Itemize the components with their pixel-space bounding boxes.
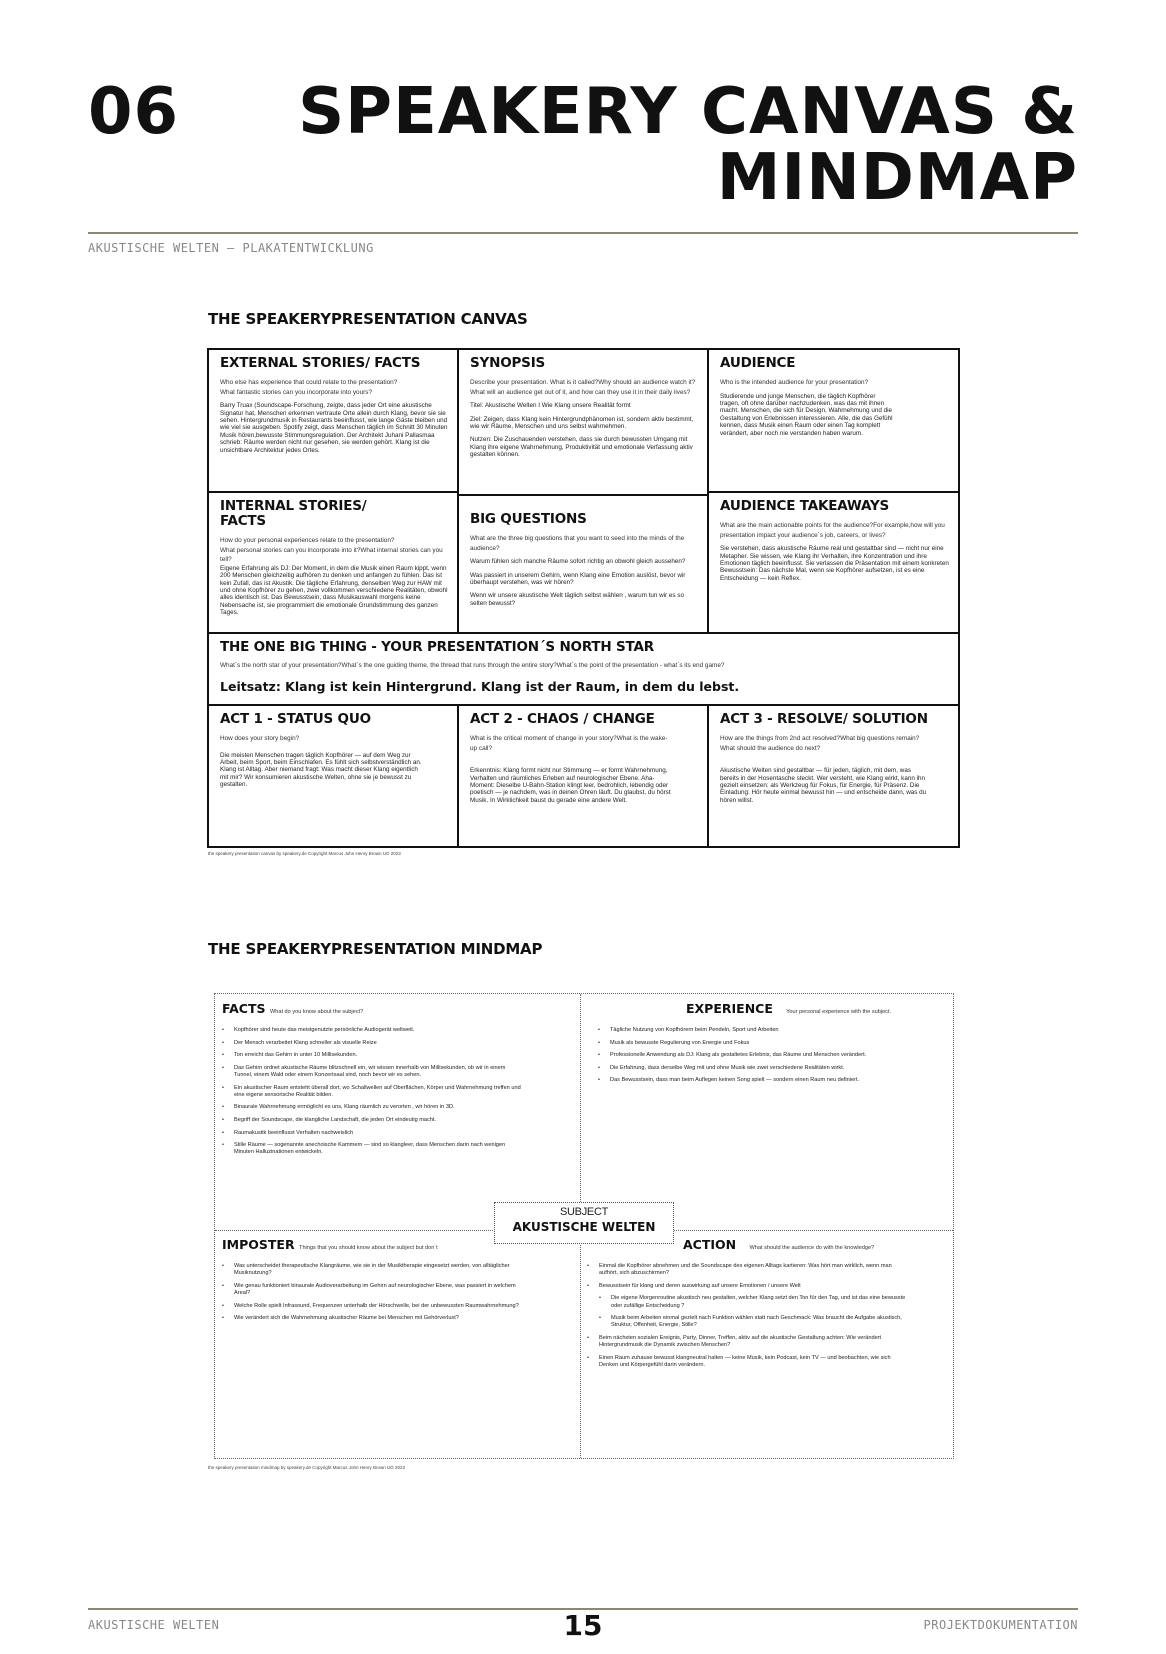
- synopsis-title-text: Titel: Akustische Welten I Wie Klang unsere Realität formt: [470, 402, 631, 410]
- act2-body: Erkenntnis: Klang formt nicht nur Stimmung — er formt Wahrnehmung, Verhalten und räumliches Erleben auf neurologischer Ebene. Aha-Moment: Dieselbe U-Bahn-Station klingt leer, bedrohlich, lebendig oder poetisch — je nachdem, was in deinen Ohren läuft. Du glaubst, du hörst Musik. In Wirklichkeit baust du gerade eine andere Welt.: [470, 767, 671, 804]
- subject-label: SUBJECT: [559, 1206, 609, 1218]
- facts-heading: FACTS: [222, 1001, 266, 1016]
- act3-body: Akustische Welten sind gestaltbar — für jeden, täglich, mit dem, was bereits in der Hosentasche steckt. Wer versteht, wie Klang wirkt, kann ihn gezielt einsetzen: als Werkzeug für Fokus, für Energie, für Präsenz. Die Einladung: Hör heute einmal bewusst hin — und entscheide dann, was du hören willst.: [720, 767, 927, 804]
- footer-left: AKUSTISCHE WELTEN: [88, 1618, 220, 1632]
- action-quadrant: [587, 1236, 951, 1451]
- big-questions-prompt: What are the three big questions that you want to seed into the minds of the audience?: [470, 535, 685, 552]
- list-item: • Beim nächsten sozialen Ereignis, Party, Dinner, Treffen, aktiv auf die akustische Gestaltung achten: Wie verändert Hintergrundmusik die Dynamik zwischen Menschen?: [587, 1335, 907, 1349]
- north-star-leitsatz: Leitsatz: Klang ist kein Hintergrund. Klang ist der Raum, in dem du lebst.: [220, 678, 740, 694]
- big-questions-cell: [459, 496, 707, 632]
- act3-prompt: How are the things from 2nd act resolved?What big questions remain? What should the audience do next?: [720, 735, 920, 752]
- page-title-line1: SPEAKERY CANVAS &: [298, 75, 1078, 149]
- synopsis-heading: SYNOPSIS: [470, 355, 546, 371]
- mindmap-title: THE SPEAKERYPRESENTATION MINDMAP: [208, 940, 543, 958]
- north-star-prompt: What´s the north star of your presentation?What´s the one guiding theme, the thread that runs through the entire story?What´s the point of the presentation - what´s its end game?: [220, 662, 725, 669]
- act3-heading: ACT 3 - RESOLVE/ SOLUTION: [720, 711, 928, 727]
- audience-heading: AUDIENCE: [720, 355, 796, 371]
- synopsis-benefit-text: Nutzen: Die Zuschauenden verstehen, dass sie durch bewussten Umgang mit Klang ihre eigene Wahrnehmung, Produktivität und emotionale Verfassung aktiv gestalten können.: [470, 436, 693, 459]
- external-stories-body: Barry Truax (Soundscape-Forschung, zeigte, dass jeder Ort eine akustische Signatur hat, Menschen erkennen vertraute Orte allein durch Klang, bevor sie sie sehen. Hintergrundmusik in Restaurants beeinflusst, wie lange Gäste bleiben und wie viel sie ausgeben. Spotify zeigt, dass Menschen täglich im Schnitt 30 Minuten Musik hören,bewusste Stimmungsregulation. Der Architekt Juhani Pallasmaa schrieb: Räume werden nicht nur gesehen, sie werden gehört. Klang ist die unsichtbare Architektur jedes Ortes.: [220, 402, 448, 454]
- list-item: • Ein akustischer Raum entsteht überall dort, wo Schallwellen auf Oberflächen, Körper und Wahrnehmung treffen und eine eigene sensorische Realität bilden.: [222, 1085, 522, 1099]
- imposter-heading: IMPOSTER: [222, 1237, 295, 1252]
- list-item: • Was unterscheidet therapeutische Klangräume, wie sie in der Musiktherapie eingesetzt werden, von alltäglicher Musiknutzung?: [222, 1263, 522, 1277]
- presentation-mindmap: [214, 993, 954, 1459]
- list-item: • Begriff der Soundscape, die klangliche Landschaft, die jeden Ort eindeutig macht.: [222, 1117, 522, 1124]
- experience-list: [598, 1027, 903, 1085]
- experience-hint: Your personal experience with the subject.: [786, 1009, 892, 1015]
- imposter-hint: Things that you should know about the subject but don´t: [299, 1245, 438, 1251]
- audience-takeaways-prompt: What are the main actionable points for the audience?For example,how will you presentation impact your audience´s job, careers, or lives?: [720, 522, 945, 539]
- facts-hint: What do you know about the subject?: [269, 1009, 364, 1015]
- subject-box: [494, 1202, 674, 1244]
- footer-right: PROJEKTDOKUMENTATION: [923, 1618, 1078, 1632]
- action-hint: What should the audience do with the knowledge?: [749, 1245, 875, 1251]
- canvas-credit: the speakery presentation canvas by speakery.de Copyright Marcus John Henry Brown UG 2023: [208, 851, 401, 856]
- act1-body: Die meisten Menschen tragen täglich Kopfhörer — auf dem Weg zur Arbeit, beim Sport, beim Einschlafen. Es fühlt sich selbstverständlich an. Klang ist Alltag. Aber niemand fragt: Was macht dieser Klang eigentlich mit mir? Wir konsumieren akustische Welten, ohne sie je bewusst zu gestalten.: [220, 751, 422, 789]
- list-item: • Die eigene Morgenroutine akustisch neu gestalten, welcher Klang setzt den Ton für den Tag, und ist das eine bewusste oder zufällige Entscheidung ?: [599, 1295, 907, 1309]
- list-item: • Das Gehirn ordnet akustische Räume blitzschnell ein, wir wissen innerhalb von Millisekunden, ob wir in einem Tunnel, einem Wald oder einem Konzertsaal sind, noch bevor wir es sehen.: [222, 1065, 522, 1079]
- internal-stories-prompt: How do your personal experiences relate to the presentation? What personal stories can you incorporate into it?What internal stories can you tell?: [220, 537, 443, 564]
- external-stories-cell: [209, 350, 457, 491]
- big-question-3: Wenn wir unsere akustische Welt täglich selbst wählen , warum tun wir es so selten bewusst?: [470, 592, 684, 607]
- north-star-cell: [209, 634, 960, 704]
- list-item: • Die Erfahrung, dass derselbe Weg mit und ohne Musik wie zwei verschiedene Realitäten wirkt.: [598, 1065, 903, 1072]
- list-item: • Der Mensch verarbeitet Klang schneller als visuelle Reize: [222, 1040, 522, 1047]
- big-questions-heading: BIG QUESTIONS: [470, 511, 587, 527]
- list-item: • Stille Räume — sogenannte anechoische Kammern — sind so klangleer, dass Menschen darin nach wenigen Minuten Halluzinationen entwickeln.: [222, 1142, 522, 1156]
- list-item: • Professionelle Anwendung als DJ: Klang als gestaltetes Erlebnis, das Räume und Menschen verändert.: [598, 1052, 903, 1059]
- audience-takeaways-body: Sie verstehen, dass akustische Räume real und gestaltbar sind — nicht nur eine Metapher. Sie wissen, wie Klang ihr Verhalten, ihre Konzentration und ihre Emotionen täglich beeinflusst. Sie verlassen die Präsentation mit einem konkreten Bewusstsein: Das nächste Mal, wenn sie Kopfhörer aufsetzen, ist es eine Entscheidung — kein Reflex.: [720, 545, 949, 582]
- external-stories-heading: EXTERNAL STORIES/ FACTS: [220, 355, 421, 371]
- mindmap-credit: the speakery presentation mindmap by speakery.de Copyright Marcus John Henry Brown UG 2023: [208, 1465, 406, 1470]
- list-item: • Bewusstsein für klang und deren auswirkung auf unsere Emotionen / unsere Welt: [587, 1283, 907, 1290]
- act1-heading: ACT 1 - STATUS QUO: [220, 711, 371, 727]
- audience-prompt: Who is the intended audience for your presentation?: [720, 379, 869, 386]
- list-item: • Welche Rolle spielt Infrasound, Frequenzen unterhalb der Hörschwelle, bei der unbewussten Raumwahrnehmung?: [222, 1303, 522, 1310]
- synopsis-goal-text: Ziel: Zeigen, dass Klang kein Hintergrundphänomen ist, sondern aktiv bestimmt, wie wir Räume, Menschen und uns selbst wahrnehmen.: [470, 415, 694, 430]
- act1-prompt: How does your story begin?: [220, 735, 300, 742]
- list-item: • Binaurale Wahrnehmung ermöglicht es uns, Klang räumlich zu verorten , wir hören in 3D.: [222, 1104, 522, 1111]
- page-number: 15: [563, 1609, 603, 1642]
- audience-takeaways-heading: AUDIENCE TAKEAWAYS: [720, 498, 890, 514]
- imposter-list: [222, 1263, 522, 1322]
- presentation-canvas: [207, 348, 960, 848]
- experience-heading: EXPERIENCE: [686, 1001, 773, 1016]
- page-title-line2: MINDMAP: [716, 141, 1078, 215]
- big-question-1: Warum fühlen sich manche Räume sofort richtig an obwohl gleich aussehen?: [470, 558, 686, 566]
- audience-takeaways-cell: [709, 493, 960, 632]
- internal-stories-heading: INTERNAL STORIES/ FACTS: [220, 498, 367, 529]
- list-item: • Raumakustik beeinflusst Verhalten nachweislich: [222, 1130, 522, 1137]
- synopsis-prompt: Describe your presentation. What is it called?Why should an audience watch it?What will an audience get out of it, and how can they use it in their daily lives?: [470, 379, 696, 396]
- action-heading: ACTION: [683, 1237, 737, 1252]
- list-item: • Tägliche Nutzung von Kopfhörern beim Pendeln, Sport und Arbeiten: [598, 1027, 903, 1034]
- audience-cell: [709, 350, 960, 491]
- audience-body: Studierende und junge Menschen, die täglich Kopfhörer tragen, oft ohne darüber nachzudenken, was das mit ihnen macht. Menschen, die sich für Design, Wahrnehmung und die Gestaltung von Erlebnissen interessieren. Alle, die das Gefühl kennen, dass Musik einen Raum oder einen Tag komplett verändert, aber noch nie verstanden haben warum.: [720, 392, 893, 437]
- list-item: • Einmal die Kopfhörer abnehmen und die Soundscape des eigenen Alltags kartieren: Was hört man wirklich, wenn man aufhört, sich abzuschirmen?: [587, 1263, 907, 1277]
- list-item: • Wie verändert sich die Wahrnehmung akustischer Räume bei Menschen mit Gehörverlust?: [222, 1315, 522, 1322]
- internal-stories-body: Eigene Erfahrung als DJ: Der Moment, in dem die Musik einen Raum kippt, wenn 200 Menschen gleichzeitig aufhören zu denken und anfangen zu fühlen. Das ist kein Zufall, das ist Akustik. Die tägliche Erfahrung, denselben Weg zur HAW mit und ohne Kopfhörer zu gehen, zwei vollkommen verschiedene Realitäten, obwohl alles identisch ist. Das Bewusstsein, dass Musikauswahl morgens keine Nebensache ist, sie programmiert die emotionale Grundstimmung des ganzen Tages.: [220, 564, 448, 617]
- subject-value: AKUSTISCHE WELTEN: [512, 1220, 656, 1234]
- facts-quadrant: [222, 1000, 567, 1200]
- act3-cell: [709, 706, 960, 848]
- list-item: • Das Bewusstsein, dass man beim Auflegen keinen Song spielt — sondern einen Raum neu definiert.: [598, 1077, 903, 1084]
- canvas-title: THE SPEAKERYPRESENTATION CANVAS: [208, 310, 528, 328]
- act2-heading: ACT 2 - CHAOS / CHANGE: [470, 711, 655, 727]
- action-list: [587, 1263, 907, 1369]
- act2-cell: [459, 706, 707, 848]
- synopsis-cell: [459, 350, 707, 494]
- imposter-quadrant: [222, 1236, 567, 1451]
- act2-prompt: What is the critical moment of change in your story?What is the wake-up call?: [470, 735, 668, 752]
- big-question-2: Was passiert in unserem Gehirn, wenn Klang eine Emotion auslöst, bevor wir überhaupt verstehen, was wir hören?: [470, 571, 686, 586]
- section-number: 06: [88, 75, 180, 149]
- north-star-heading: THE ONE BIG THING - YOUR PRESENTATION´S NORTH STAR: [220, 639, 654, 655]
- external-stories-prompt: Who else has experience that could relate to the presentation? What fantastic stories can you incorporate into yours?: [220, 379, 398, 396]
- list-item: • Musik als bewusste Regulierung von Energie und Fokus: [598, 1040, 903, 1047]
- header-subtitle: AKUSTISCHE WELTEN — PLAKATENTWICKLUNG: [88, 241, 374, 255]
- act1-cell: [209, 706, 457, 848]
- list-item: • Kopfhörer sind heute das meistgenutzte persönliche Audiogerät weltweit.: [222, 1027, 522, 1034]
- internal-stories-cell: [209, 493, 457, 632]
- facts-list: [222, 1027, 522, 1157]
- header-divider: [88, 232, 1078, 234]
- list-item: • Einen Raum zuhause bewusst klangneutral halten — keine Musik, kein Podcast, kein TV — und beobachten, wie sich Denken und Körpergefühl darin verändern.: [587, 1355, 907, 1369]
- list-item: • Ton erreicht das Gehirn in unter 10 Millisekunden.: [222, 1052, 522, 1059]
- experience-quadrant: [590, 1000, 950, 1200]
- list-item: • Musik beim Arbeiten einmal gezielt nach Funktion wählen statt nach Geschmack: Was braucht die Aufgabe akustisch, Struktur, Offenheit, Energie, Stille?: [599, 1315, 907, 1329]
- list-item: • Wie genau funktioniert binaurale Audioverarbeitung im Gehirn auf neurologischer Ebene, was passiert in welchem Areal?: [222, 1283, 522, 1297]
